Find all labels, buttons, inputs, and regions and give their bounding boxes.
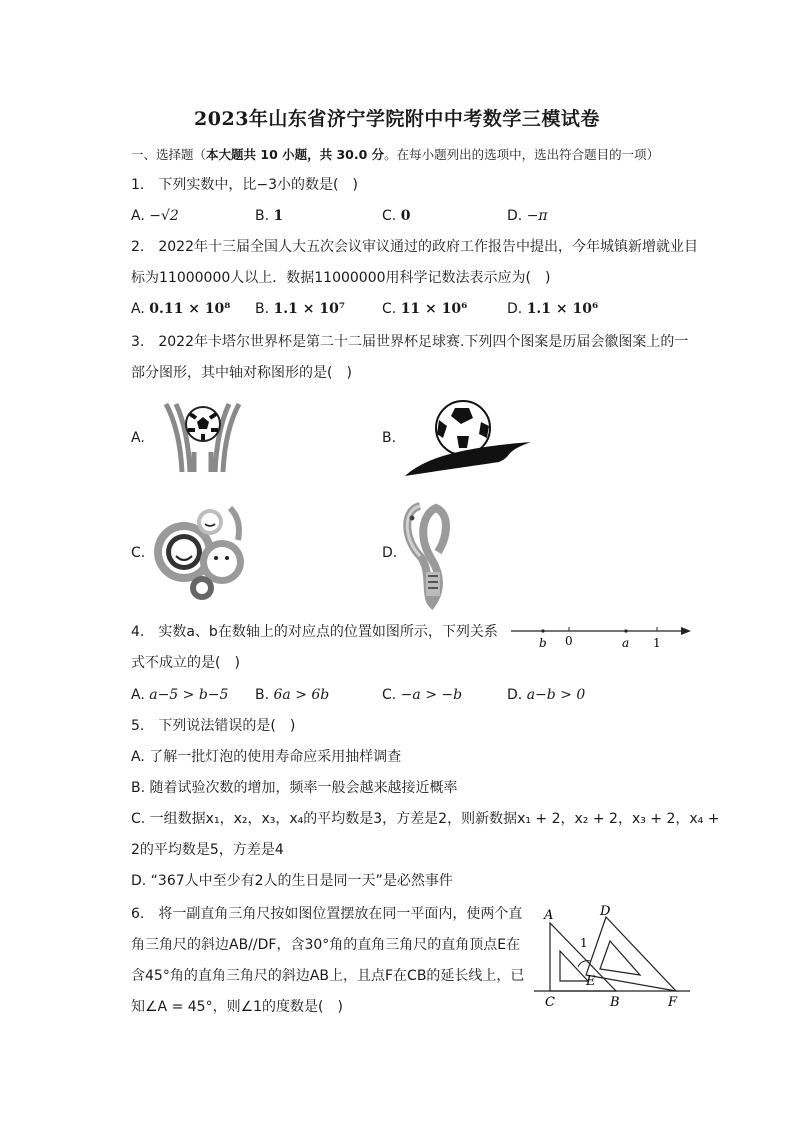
option-letter: D. [507, 208, 523, 224]
q3-figure-b [403, 400, 533, 480]
q3-line1: 3. 2022年卡塔尔世界杯是第二十二届世界杯足球赛.下列四个图案是历届会徽图案上的一 [131, 334, 689, 350]
option-value: 1.1 × 10⁷ [273, 301, 345, 317]
option-letter: A. [131, 208, 145, 224]
q4-option-c [382, 685, 462, 705]
number-line-label-0: 0 [565, 634, 573, 648]
angle-label-1: 1 [580, 936, 588, 950]
smiley-face-icon [201, 513, 219, 531]
option-value: 6a > 6b [273, 687, 330, 703]
option-letter: C. [382, 208, 397, 224]
point-label-f: F [668, 995, 678, 1010]
q4-line1: 4. 实数a、b在数轴上的对应点的位置如图所示，下列关系 [131, 624, 498, 640]
q3-figure-d [398, 500, 458, 610]
smiley-eye [225, 556, 229, 560]
triangle-45-inner [560, 951, 588, 981]
q1-stem: 1. 下列实数中，比−3小的数是( ) [131, 177, 358, 193]
point-label-a: A [544, 908, 554, 923]
q5-stem: 5. 下列说法错误的是( ) [131, 718, 296, 734]
option-letter: B. [255, 687, 270, 703]
q5-option-a: A. 了解一批灯泡的使用寿命应采用抽样调查 [131, 749, 402, 765]
option-value: 0 [400, 208, 411, 224]
q6-triangle-figure [528, 903, 694, 1013]
point-label-c: C [545, 995, 555, 1010]
q2-option-b [255, 299, 345, 319]
option-letter: C. [382, 687, 397, 703]
q6-line1: 6. 将一副直角三角尺按如图位置摆放在同一平面内，使两个直 [131, 906, 523, 922]
number-line-label-b: b [539, 636, 547, 650]
smiley-eye [214, 556, 218, 560]
number-line-label-1: 1 [653, 636, 661, 650]
arrow-right-icon [681, 627, 691, 635]
option-value: −π [526, 208, 548, 224]
q3-figure-c [152, 500, 247, 605]
q6-line3: 含45°角的直角三角尺的斜边AB上，且点F在CB的延长线上，已 [131, 968, 525, 984]
section-prefix: 一、选择题（ [131, 147, 207, 162]
soccer-ball-icon [196, 582, 208, 594]
q3-line2: 部分图形，其中轴对称图形的是( ) [131, 365, 352, 381]
option-letter: A. [131, 301, 145, 317]
option-value: a−b > 0 [526, 687, 586, 703]
option-letter: C. [382, 301, 397, 317]
option-value: −√2 [149, 208, 179, 224]
number-line-point [624, 629, 627, 632]
q3-option-d-label: D. [382, 545, 398, 561]
option-value: 1 [273, 208, 284, 224]
point-label-d: D [600, 904, 611, 919]
section-bold: 本大题共 10 小题，共 30.0 分 [206, 147, 385, 162]
option-letter: A. [131, 687, 145, 703]
q4-option-a [131, 685, 228, 705]
point-label-e: E [586, 974, 596, 989]
page-title: 2023年山东省济宁学院附中中考数学三模试卷 [194, 108, 600, 130]
q3-option-a-label: A. [131, 430, 145, 446]
emblem-d-dot [410, 516, 415, 521]
option-value: 0.11 × 10⁸ [149, 301, 231, 317]
option-letter: D. [507, 687, 523, 703]
q2-option-a [131, 299, 230, 319]
q4-option-d [507, 685, 585, 705]
q2-line2: 标为11000000人以上．数据11000000用科学记数法表示应为( ) [131, 270, 551, 286]
q3-option-b-label: B. [382, 430, 397, 446]
q6-line4: 知∠A = 45°，则∠1的度数是( ) [131, 999, 343, 1015]
q2-line1: 2. 2022年十三届全国人大五次会议审议通过的政府工作报告中提出，今年城镇新增就业目 [131, 239, 698, 255]
q5-option-d: D. “367人中至少有2人的生日是同一天”是必然事件 [131, 873, 453, 889]
smiley-face-icon [171, 539, 197, 565]
q4-option-b [255, 685, 329, 705]
option-letter: D. [507, 301, 523, 317]
point-label-b: B [610, 995, 620, 1010]
q1-option-a [131, 206, 179, 226]
option-value: 11 × 10⁶ [400, 301, 468, 317]
section-suffix: 。在每小题列出的选项中，选出符合题目的一项） [384, 147, 660, 162]
option-letter: B. [255, 301, 270, 317]
q6-line2: 角三角尺的斜边AB//DF，含30°角的直角三角尺的直角顶点E在 [131, 937, 521, 953]
q5-option-c-line1: C. 一组数据x₁，x₂，x₃，x₄的平均数是3，方差是2，则新数据x₁ + 2，x₂ + 2，x₃ + 2，x₄ + [131, 811, 720, 827]
q3-option-c-label: C. [131, 545, 146, 561]
option-value: a−5 > b−5 [149, 687, 229, 703]
number-line-point [541, 629, 544, 632]
q4-number-line [505, 618, 695, 652]
q3-figure-a [160, 400, 245, 475]
q1-option-c [382, 206, 410, 226]
ball-patch [457, 436, 469, 448]
emblem-c-six [230, 508, 239, 540]
q4-line2: 式不成立的是( ) [131, 655, 240, 671]
q2-option-c [382, 299, 467, 319]
q5-option-c-line2: 2的平均数是5，方差是4 [131, 842, 284, 858]
q1-option-d [507, 206, 548, 226]
section-heading [131, 145, 659, 163]
option-value: −a > −b [400, 687, 463, 703]
q1-option-b [255, 206, 283, 226]
triangle-30 [586, 917, 676, 991]
number-line-label-a: a [622, 636, 630, 650]
option-letter: B. [255, 208, 270, 224]
q2-option-d [507, 299, 598, 319]
q5-option-b: B. 随着试验次数的增加，频率一般会越来越接近概率 [131, 780, 458, 796]
smiley-face-icon [207, 547, 237, 577]
option-value: 1.1 × 10⁶ [526, 301, 599, 317]
